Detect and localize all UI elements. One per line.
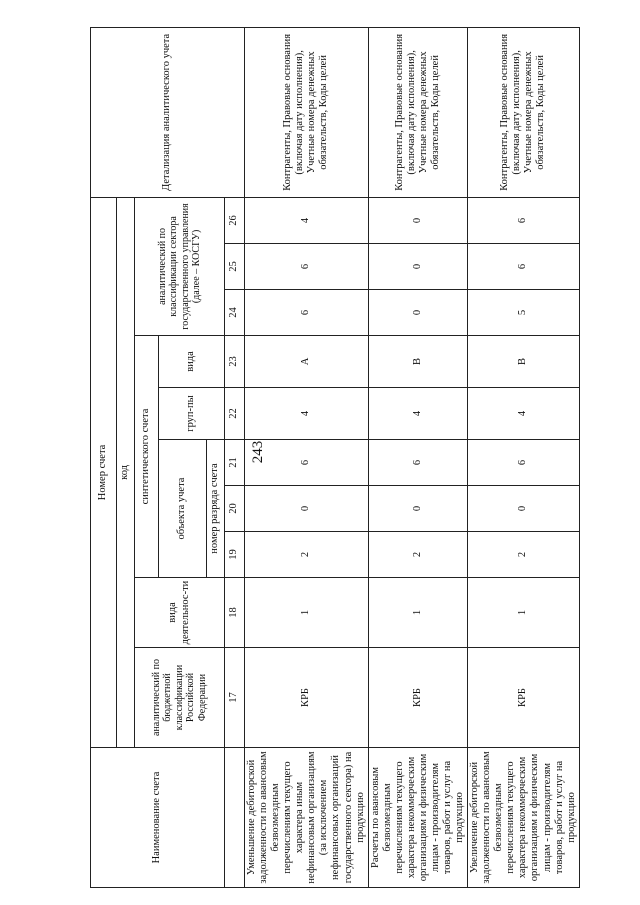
digit-header: 21	[225, 440, 245, 486]
digit-cell: 2	[368, 532, 468, 578]
account-name-cell: Уменьшение дебиторской задолженности по авансовым безвозмездным перечислениям текущего характера иным нефинансовым организациям (за исключением нефинансовых организаций государственного сектора) на продукцию	[245, 748, 369, 888]
digit-cell: 1	[468, 578, 580, 648]
digit-cell: 4	[468, 388, 580, 440]
digit-header: 25	[225, 244, 245, 290]
digit-header: 26	[225, 197, 245, 243]
digit-header: 22	[225, 388, 245, 440]
rotated-table-frame	[90, 28, 577, 888]
digit-cell: КРБ	[245, 648, 369, 748]
digit-cell: 6	[468, 197, 580, 243]
digit-cell: 6	[368, 440, 468, 486]
digit-cell: 2	[468, 532, 580, 578]
digit-cell: А	[245, 336, 369, 388]
account-name-cell: Расчеты по авансовым безвозмездным перечислениям текущего характера некоммерческим организациям и физическим лицам - производителям товаров, работ и услуг на продукцию	[368, 748, 468, 888]
digit-header: 20	[225, 486, 245, 532]
header-account-object: объекта учета	[159, 440, 207, 578]
table-row	[468, 27, 580, 887]
header-groups: груп-пы	[159, 388, 225, 440]
rotated-page	[90, 28, 577, 888]
account-name-cell: Увеличение дебиторской задолженности по авансовым безвозмездным перечислениям текущего характера некоммерческим организациям и физическим лицам - производителям товаров, работ и услуг на продукцию	[468, 748, 580, 888]
header-kind: вида	[159, 336, 225, 388]
header-account-number: Номер счета	[91, 197, 117, 747]
digit-header: 17	[225, 648, 245, 748]
digit-cell: 0	[368, 197, 468, 243]
header-code: код	[117, 197, 135, 747]
header-analytic-budget-classification: аналитический по бюджетной классификации Российской Федерации	[135, 648, 225, 748]
digit-cell: 1	[245, 578, 369, 648]
digit-cell: КРБ	[368, 648, 468, 748]
header-analytic-detail: Детализация аналитического учета	[91, 27, 245, 197]
digit-cell: 2	[245, 532, 369, 578]
digit-cell: 0	[245, 486, 369, 532]
detail-cell: Контрагенты, Правовые основания (включая дату исполнения), Учетные номера денежных обязательств, Коды целей	[468, 27, 580, 197]
table-row	[368, 27, 468, 887]
detail-cell: Контрагенты, Правовые основания (включая дату исполнения), Учетные номера денежных обязательств, Коды целей	[368, 27, 468, 197]
header-account-name: Наименование счета	[91, 748, 225, 888]
detail-cell: Контрагенты, Правовые основания (включая дату исполнения), Учетные номера денежных обязательств, Коды целей	[245, 27, 369, 197]
table-row	[245, 27, 369, 887]
digit-header: 23	[225, 336, 245, 388]
page-number: 243	[250, 440, 266, 464]
digit-cell: 1	[368, 578, 468, 648]
digit-cell: 4	[368, 388, 468, 440]
digit-cell: 6	[468, 244, 580, 290]
header-synthetic-account: синтетического счета	[135, 336, 159, 578]
digit-cell: 6	[245, 290, 369, 336]
digit-cell: 6	[468, 440, 580, 486]
digit-cell: В	[368, 336, 468, 388]
digit-header: 18	[225, 578, 245, 648]
digit-cell: 0	[368, 244, 468, 290]
digit-cell: 0	[368, 290, 468, 336]
digit-cell: КРБ	[468, 648, 580, 748]
account-table	[90, 27, 580, 888]
digit-header: 19	[225, 532, 245, 578]
digit-cell: 0	[468, 486, 580, 532]
digit-cell: 6	[245, 244, 369, 290]
digit-cell: 6	[245, 440, 369, 486]
header-account-digit-number: номер разряда счета	[207, 440, 225, 578]
header-empty-cell	[225, 748, 245, 888]
digit-cell: 4	[245, 388, 369, 440]
digit-header: 24	[225, 290, 245, 336]
header-activity-type: вида деятельнос-ти	[135, 578, 225, 648]
header-kosgu: аналитический по классификации сектора государственного управления (далее – КОСГУ)	[135, 197, 225, 335]
digit-cell: 4	[245, 197, 369, 243]
digit-cell: В	[468, 336, 580, 388]
digit-cell: 0	[368, 486, 468, 532]
digit-cell: 5	[468, 290, 580, 336]
